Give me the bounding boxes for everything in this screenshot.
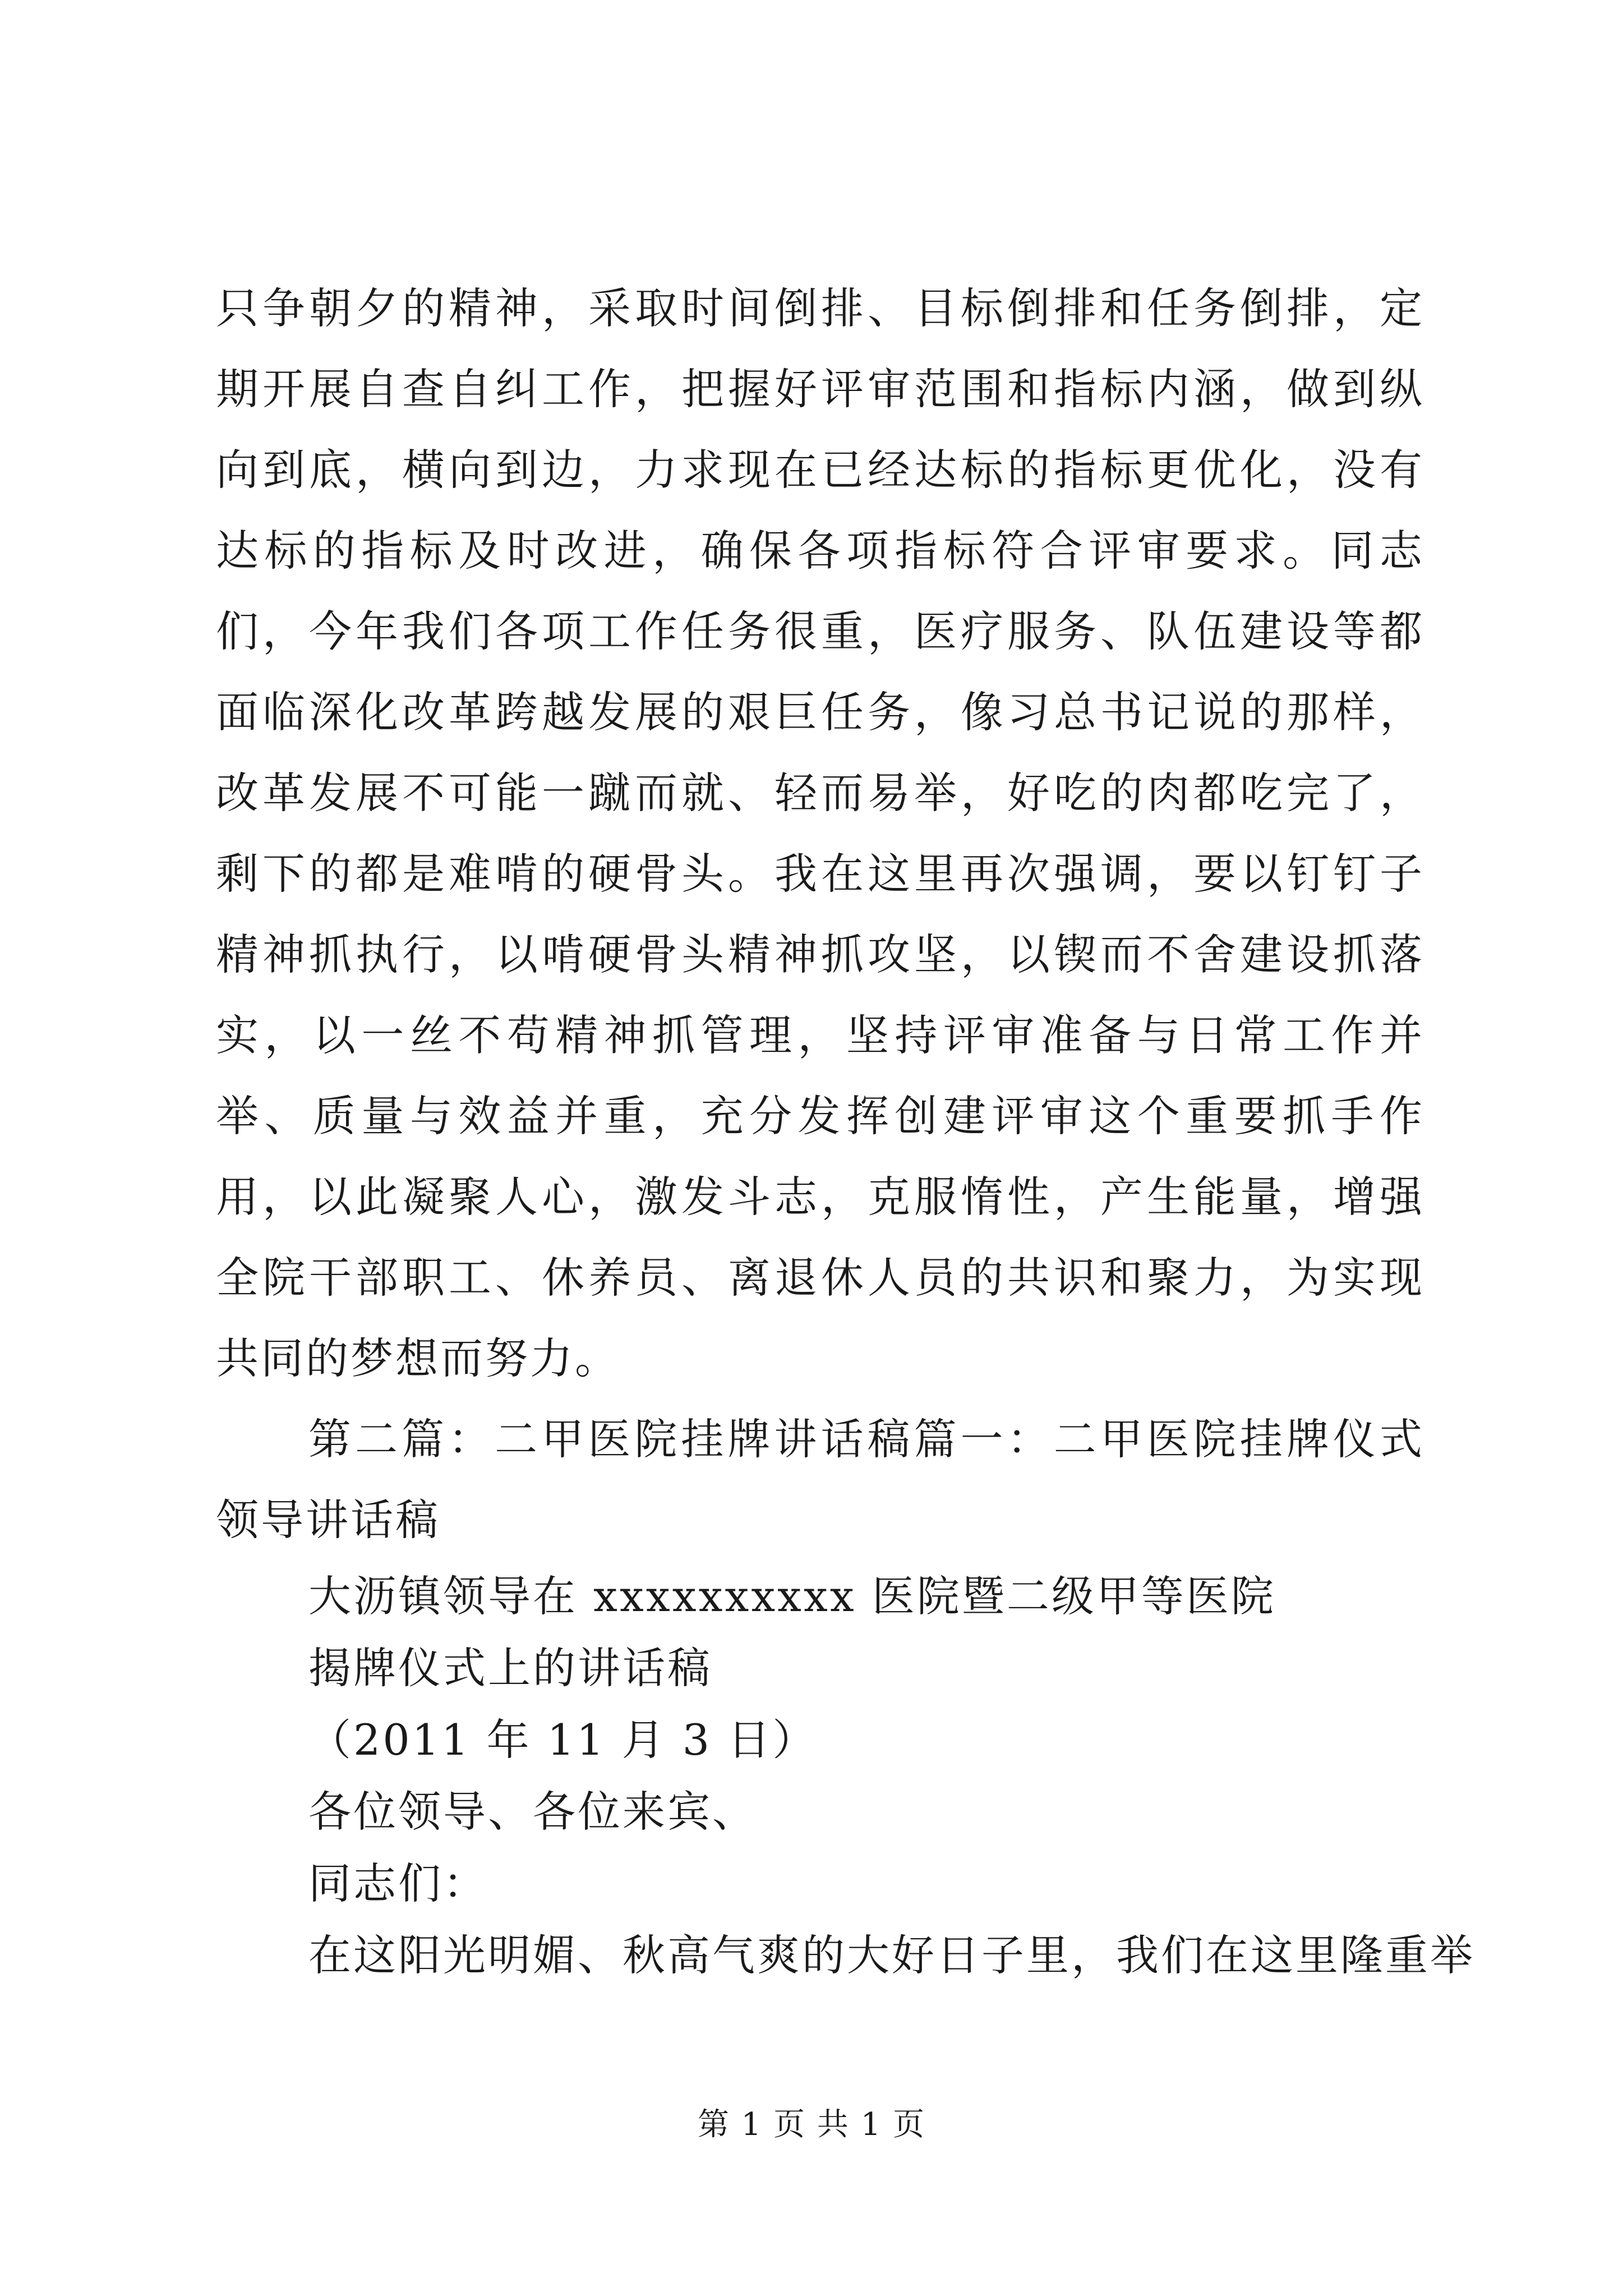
speech-opening-line: 在这阳光明媚、秋高气爽的大好日子里，我们在这里隆重举 [308,1930,1475,1980]
speech-title-line-2: 揭牌仪式上的讲话稿 [308,1643,712,1693]
salutation-line-2: 同志们： [308,1858,488,1908]
section-heading-paragraph: 第二篇：二甲医院挂牌讲话稿篇一：二甲医院挂牌仪式领导讲话稿 [216,1414,1424,1545]
speech-title-line-1: 大沥镇领导在 xxxxxxxxxx 医院暨二级甲等医院 [308,1571,1276,1621]
speech-date: （2011 年 11 月 3 日） [308,1715,818,1765]
body-paragraph-continued: 只争朝夕的精神，采取时间倒排、目标倒排和任务倒排，定期开展自查自纠工作，把握好评审范围和指标内涵，做到纵向到底，横向到边，力求现在已经达标的指标更优化，没有达标的指标及时改进，确保各项指标符合评审要求。同志们，今年我们各项工作任务很重，医疗服务、队伍建设等都面临深化改革跨越发展的艰巨任务，像习总书记说的那样，改革发展不可能一蹴而就、轻而易举，好吃的肉都吃完了，剩下的都是难啃的硬骨头。我在这里再次强调，要以钉钉子精神抓执行，以啃硬骨头精神抓攻坚，以锲而不舍建设抓落实，以一丝不苟精神抓管理，坚持评审准备与日常工作并举、质量与效益并重，充分发挥创建评审这个重要抓手作用，以此凝聚人心，激发斗志，克服惰性，产生能量，增强全院干部职工、休养员、离退休人员的共识和聚力，为实现共同的梦想而努力。 [216,283,1424,1383]
page-footer: 第 1 页 共 1 页 [697,2106,926,2143]
salutation-line-1: 各位领导、各位来宾、 [308,1787,757,1837]
document-body [216,268,1475,1991]
